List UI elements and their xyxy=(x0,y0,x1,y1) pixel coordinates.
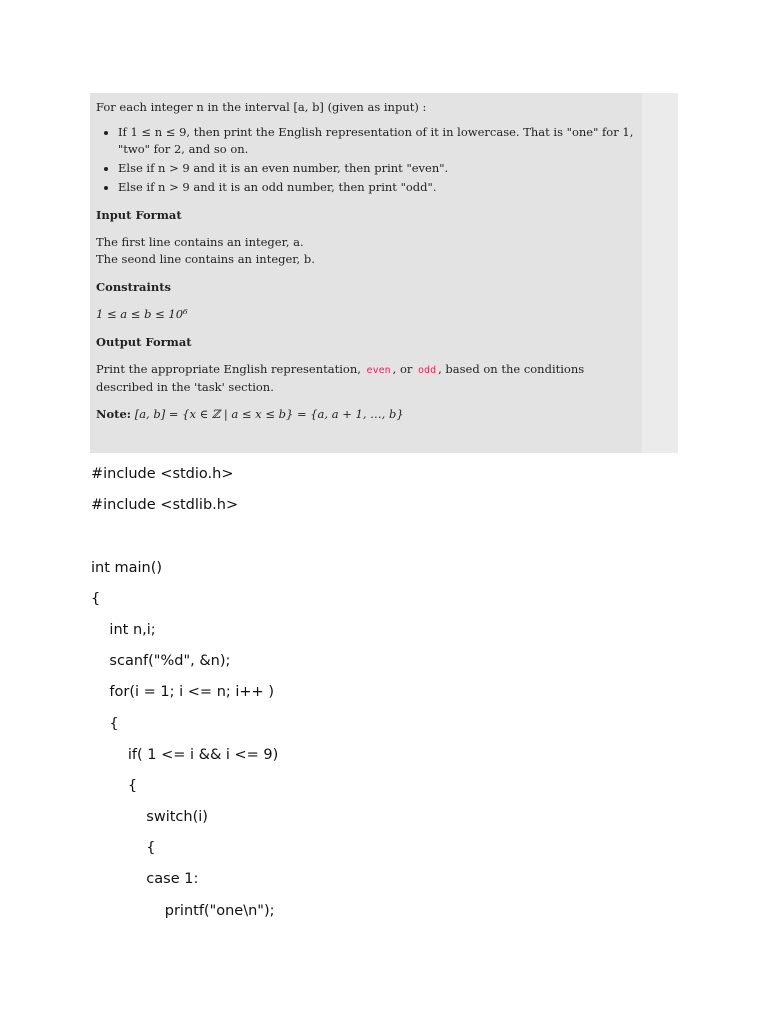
condition-item: • Else if n > 9 and it is an even number, then print "even". xyxy=(118,160,636,177)
note-text xyxy=(96,406,636,423)
code-line: int main() xyxy=(91,559,163,576)
code-line: { xyxy=(91,777,138,794)
code-line: #include <stdlib.h> xyxy=(91,497,239,514)
code-line: case 1: xyxy=(91,871,199,888)
problem-statement-image xyxy=(90,93,678,453)
code-line: int n,i; xyxy=(91,621,156,638)
code-line: for(i = 1; i <= n; i++ ) xyxy=(91,684,274,701)
code-line: { xyxy=(91,840,156,857)
code-line: { xyxy=(91,715,119,732)
output-text-pre: Print the appropriate English representation, xyxy=(96,362,365,376)
code-listing xyxy=(91,464,711,932)
odd-code-label: odd xyxy=(418,365,437,376)
condition-list xyxy=(96,124,636,196)
output-format-text xyxy=(96,361,636,396)
constraints-text: 1 ≤ a ≤ b ≤ 10⁶ xyxy=(96,307,188,321)
note-formula: [a, b] = {x ∈ ℤ | a ≤ x ≤ b} = {a, a + 1, …, b} xyxy=(131,407,404,421)
input-line-1: The first line contains an integer, a. xyxy=(96,235,304,249)
code-line xyxy=(91,526,711,557)
problem-statement xyxy=(96,99,636,423)
code-line: switch(i) xyxy=(91,809,208,826)
output-text-post: , based on the conditions described in the 'task' section. xyxy=(96,362,585,394)
problem-intro: For each integer n in the interval [a, b] (given as input) : xyxy=(96,100,427,114)
output-text-mid: , or xyxy=(392,362,417,376)
input-format-heading: Input Format xyxy=(96,208,182,222)
code-line: if( 1 <= i && i <= 9) xyxy=(91,746,279,763)
condition-item: • Else if n > 9 and it is an odd number, then print "odd". xyxy=(118,179,636,196)
code-line: scanf("%d", &n); xyxy=(91,653,231,670)
even-code-label: even xyxy=(366,365,391,376)
code-line: { xyxy=(91,590,101,607)
note-label: Note: xyxy=(96,407,132,421)
input-line-2: The seond line contains an integer, b. xyxy=(96,252,315,266)
code-line: printf("one\n"); xyxy=(91,902,275,919)
constraints-heading: Constraints xyxy=(96,280,171,294)
scrollbar-track xyxy=(642,93,678,453)
code-line: #include <stdio.h> xyxy=(91,466,234,482)
output-format-heading: Output Format xyxy=(96,335,192,349)
condition-item: • If 1 ≤ n ≤ 9, then print the English representation of it in lowercase. That is "one" for 1, "two" for 2, and so on. xyxy=(118,124,636,158)
